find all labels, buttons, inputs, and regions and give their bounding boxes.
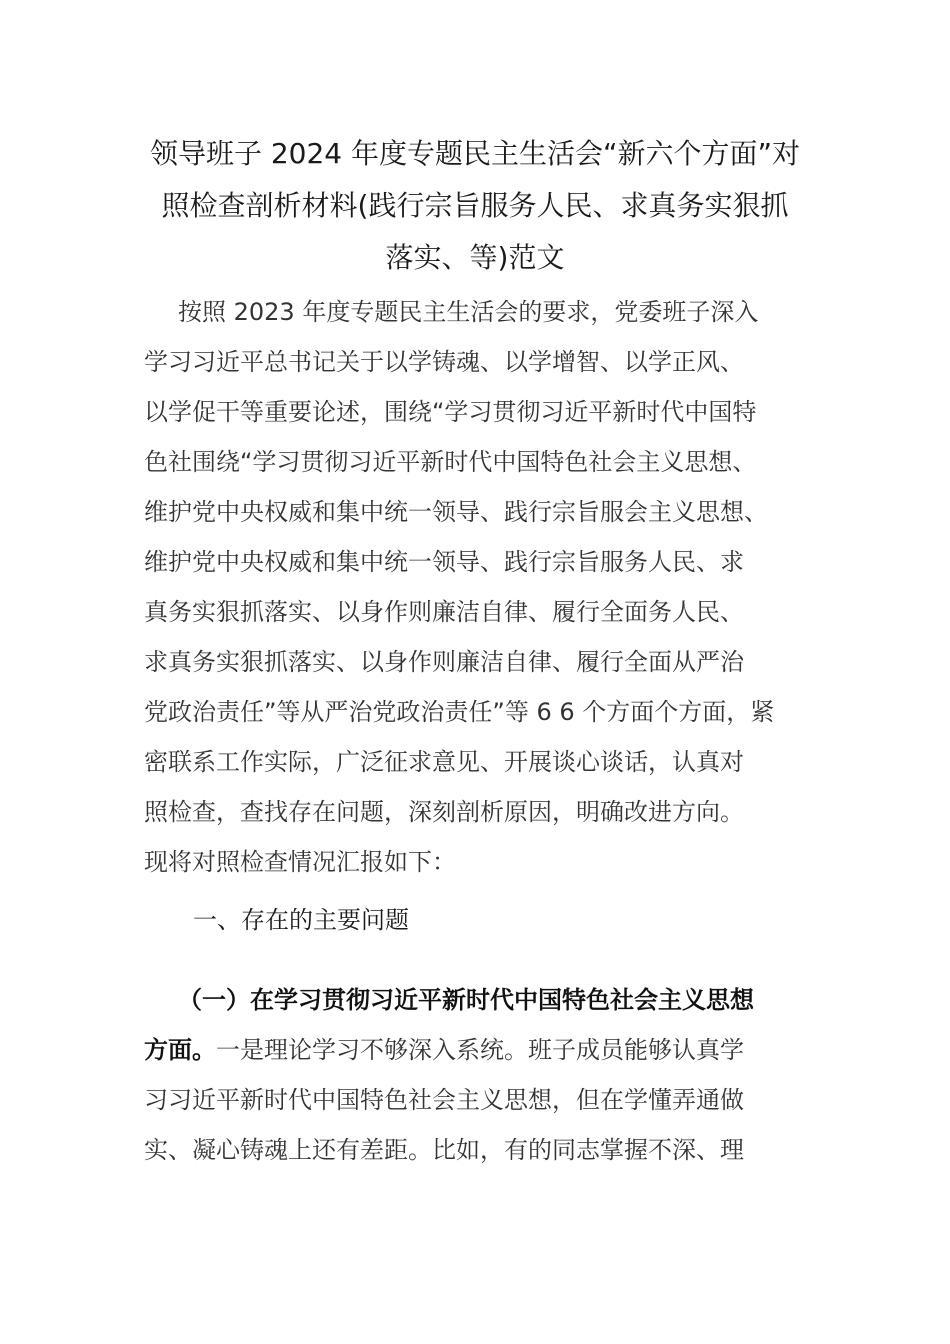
- subsection-line: 实、凝心铸魂上还有差距。比如，有的同志掌握不深、理: [144, 1136, 744, 1164]
- intro-line: 按照 2023 年度专题民主生活会的要求，党委班子深入: [178, 298, 759, 326]
- subsection-heading-end: 方面。: [144, 1036, 216, 1064]
- title-line: 落实、等)范文: [385, 241, 565, 274]
- intro-line: 色社围绕“学习贯彻习近平新时代中国特色社会主义思想、: [144, 448, 757, 476]
- intro-line: 照检查，查找存在问题，深刻剖析原因，明确改进方向。: [144, 798, 744, 826]
- intro-line: 密联系工作实际，广泛征求意见、开展谈心谈话，认真对: [144, 748, 744, 776]
- title-line: 领导班子 2024 年度专题民主生活会“新六个方面”对: [149, 137, 801, 170]
- document-title: [140, 128, 810, 284]
- intro-line: 真务实狠抓落实、以身作则廉洁自律、履行全面务人民、: [144, 598, 744, 626]
- subsection-line: 习习近平新时代中国特色社会主义思想，但在学懂弄通做: [144, 1086, 744, 1114]
- subsection-heading: （一）在学习贯彻习近平新时代中国特色社会主义思想: [178, 986, 754, 1014]
- section-heading: 一、存在的主要问题: [193, 906, 409, 934]
- intro-line: 维护党中央权威和集中统一领导、践行宗旨服务人民、求: [144, 548, 744, 576]
- intro-line: 党政治责任”等从严治党政治责任”等 6 6 个方面个方面，紧: [144, 698, 775, 726]
- title-line: 照检查剖析材料(践行宗旨服务人民、求真务实狠抓: [161, 189, 789, 222]
- subsection-line: [144, 1035, 744, 1065]
- intro-line: 现将对照检查情况汇报如下：: [144, 848, 456, 876]
- intro-line: 学习习近平总书记关于以学铸魂、以学增智、以学正风、: [144, 348, 744, 376]
- intro-line: 求真务实狠抓落实、以身作则廉洁自律、履行全面从严治: [144, 648, 744, 676]
- intro-line: 以学促干等重要论述，围绕“学习贯彻习近平新时代中国特: [144, 398, 757, 426]
- intro-line: 维护党中央权威和集中统一领导、践行宗旨服会主义思想、: [144, 498, 768, 526]
- subsection-text: 一是理论学习不够深入系统。班子成员能够认真学: [216, 1036, 744, 1064]
